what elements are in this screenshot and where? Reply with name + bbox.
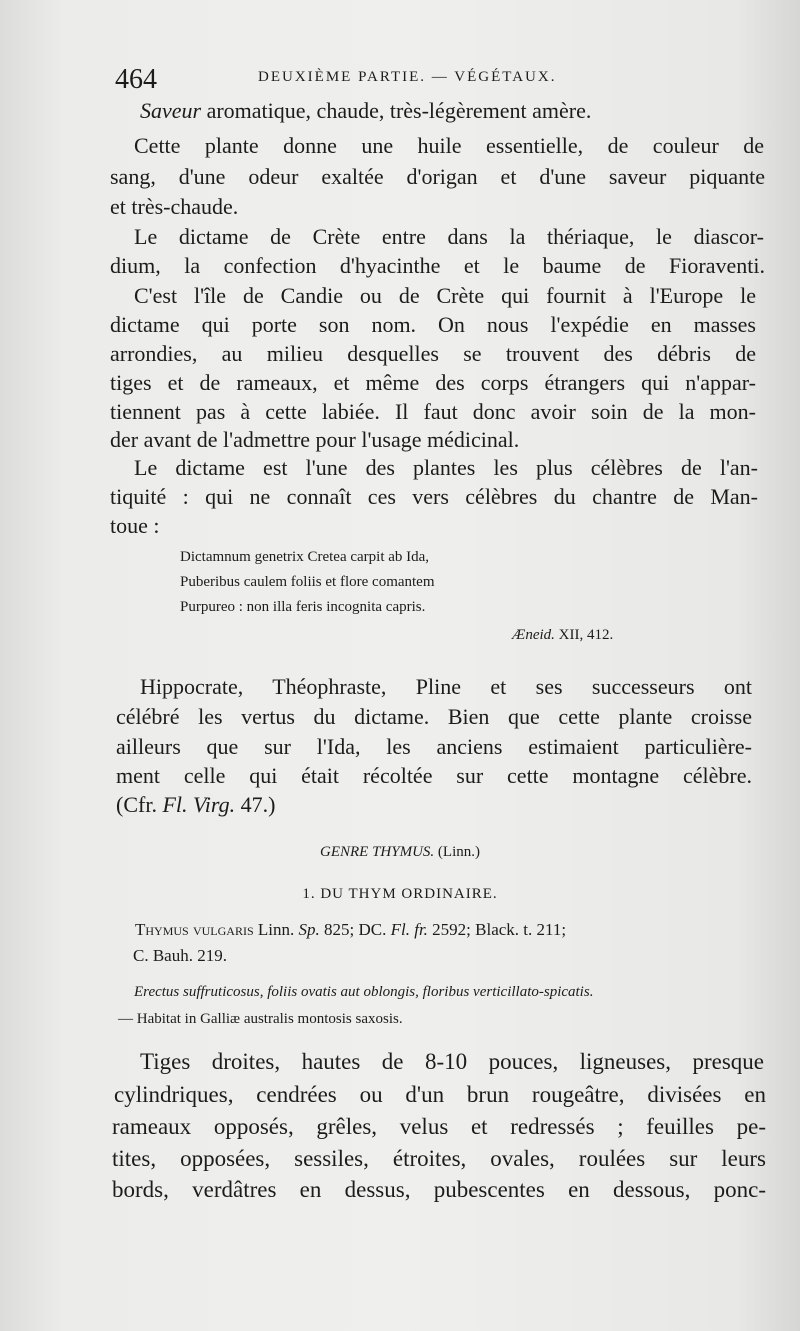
text-line: arrondies, au milieu desquelles se trouvent des débris de: [110, 343, 756, 366]
text-line: tiges et de rameaux, et même des corps étrangers qui n'appar-: [110, 372, 756, 395]
text-line: dium, la confection d'hyacinthe et le baume de Fioraventi.: [110, 255, 765, 278]
text-line: rameaux opposés, grêles, velus et redressés ; feuilles pe-: [112, 1115, 766, 1139]
text-line: tites, opposées, sessiles, étroites, ovales, roulées sur leurs: [112, 1147, 766, 1171]
genus-heading: GENRE THYMUS. (Linn.): [320, 844, 480, 860]
text-line: toue :: [110, 513, 160, 538]
text-line: Saveur aromatique, chaude, très-légèrement amère.: [140, 98, 592, 123]
text-line: sang, d'une odeur exaltée d'origan et d'une saveur piquante: [110, 166, 765, 189]
species-heading: 1. DU THYM ORDINAIRE.: [302, 886, 498, 902]
synonymy-line: C. Bauh. 219.: [133, 946, 227, 965]
page-number: 464: [115, 64, 157, 95]
text-line: Le dictame de Crète entre dans la thériaque, le diascor-: [134, 226, 764, 249]
running-title: DEUXIÈME PARTIE. — VÉGÉTAUX.: [258, 69, 557, 85]
verse-line: Purpureo : non illa feris incognita capris.: [180, 599, 426, 615]
synonymy-line: Thymus vulgaris Linn. Sp. 825; DC. Fl. fr. 2592; Black. t. 211;: [135, 920, 567, 939]
text-line: ailleurs que sur l'Ida, les anciens estimaient particulière-: [116, 736, 752, 759]
diagnosis-line: Erectus suffruticosus, foliis ovatis aut oblongis, floribus verticillato-spicatis.: [134, 984, 594, 1000]
quote-citation: Æneid. XII, 412.: [512, 627, 614, 643]
text-line: cylindriques, cendrées ou d'un brun rougeâtre, divisées en: [114, 1083, 766, 1107]
text-line: Le dictame est l'une des plantes les plus célèbres de l'an-: [134, 457, 758, 480]
text-line: bords, verdâtres en dessus, pubescentes en dessous, ponc-: [112, 1178, 766, 1202]
text-line: ment celle qui était récoltée sur cette montagne célèbre.: [116, 765, 752, 788]
verse-line: Puberibus caulem foliis et flore comantem: [180, 574, 435, 590]
text-line: (Cfr. Fl. Virg. 47.): [116, 792, 276, 817]
text-line: tiennent pas à cette labiée. Il faut donc avoir soin de la mon-: [110, 401, 756, 424]
text-line: tiquité : qui ne connaît ces vers célèbres du chantre de Man-: [110, 486, 758, 509]
text-line: Tiges droites, hautes de 8-10 pouces, ligneuses, presque: [140, 1050, 764, 1074]
text-line: dictame qui porte son nom. On nous l'expédie en masses: [110, 314, 756, 337]
text-line: Cette plante donne une huile essentielle, de couleur de: [134, 135, 764, 158]
text-line: célébré les vertus du dictame. Bien que cette plante croisse: [116, 706, 752, 729]
text-line: Hippocrate, Théophraste, Pline et ses successeurs ont: [140, 676, 752, 699]
text-line: der avant de l'admettre pour l'usage médicinal.: [110, 427, 520, 452]
text-line: C'est l'île de Candie ou de Crète qui fournit à l'Europe le: [134, 285, 756, 308]
text-line: et très-chaude.: [110, 194, 239, 219]
habitat-line: — Habitat in Galliæ australis montosis saxosis.: [118, 1011, 403, 1027]
verse-line: Dictamnum genetrix Cretea carpit ab Ida,: [180, 549, 430, 565]
